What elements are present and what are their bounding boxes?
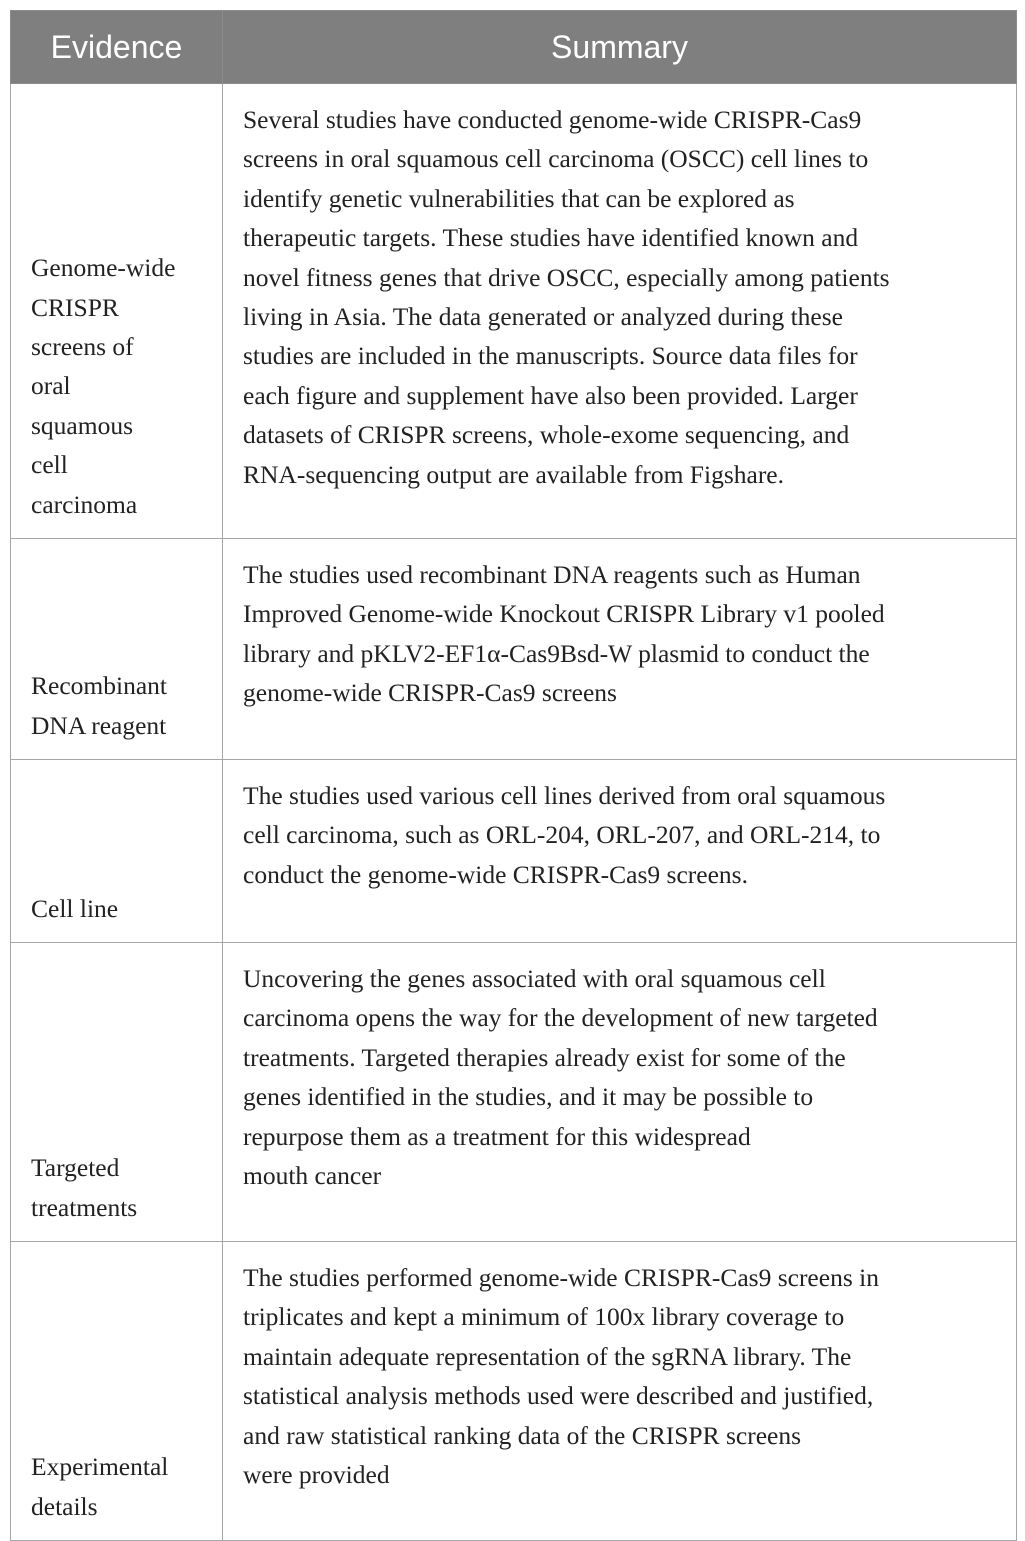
summary-line: datasets of CRISPR screens, whole-exome sequencing, and [243,420,850,450]
evidence-line: CRISPR [31,292,119,322]
table-row [11,539,1017,760]
summary-line: Several studies have conducted genome-wide CRISPR-Cas9 [243,105,862,134]
evidence-cell [11,760,223,943]
evidence-line: Experimental [31,1452,169,1482]
evidence-cell [11,84,223,539]
evidence-line: carcinoma [31,489,138,519]
evidence-line: screens of [31,331,134,361]
summary-line: repurpose them as a treatment for this widespread [243,1121,751,1151]
summary-line: living in Asia. The data generated or analyzed during these [243,302,843,332]
evidence-cell [11,1242,223,1541]
table-row [11,760,1017,943]
summary-line: therapeutic targets. These studies have identified known and [243,223,859,253]
summary-line: genes identified in the studies, and it may be possible to [243,1082,814,1112]
evidence-line: Targeted [31,1153,120,1183]
summary-cell [223,1242,1017,1541]
evidence-line: Recombinant [31,671,167,701]
summary-line: studies are included in the manuscripts. Source data files for [243,341,858,371]
summary-line: maintain adequate representation of the sgRNA library. The [243,1341,852,1371]
evidence-line: Genome-wide [31,253,176,283]
summary-line: triplicates and kept a minimum of 100x library coverage to [243,1302,845,1332]
evidence-line: details [31,1491,98,1521]
summary-line: and raw statistical ranking data of the CRISPR screens [243,1420,802,1450]
summary-line: genome-wide CRISPR-Cas9 screens [243,678,617,708]
summary-line: Uncovering the genes associated with oral squamous cell [243,964,826,993]
table-row [11,84,1017,539]
summary-cell [223,539,1017,760]
summary-line: cell carcinoma, such as ORL-204, ORL-207, and ORL-214, to [243,820,881,850]
summary-line: carcinoma opens the way for the development of new targeted [243,1003,878,1033]
header-row [11,11,1017,84]
summary-line: each figure and supplement have also been provided. Larger [243,380,858,410]
summary-line: RNA-sequencing output are available from Figshare. [243,459,785,489]
summary-line: library and pKLV2-EF1α-Cas9Bsd-W plasmid to conduct the [243,638,870,668]
evidence-cell [11,943,223,1242]
header-evidence: Evidence [11,11,223,84]
evidence-line: treatments [31,1192,138,1222]
header-summary: Summary [223,11,1017,84]
table-row [11,943,1017,1242]
summary-line: statistical analysis methods used were described and justified, [243,1381,874,1411]
summary-line: conduct the genome-wide CRISPR-Cas9 screens. [243,859,748,889]
summary-line: mouth cancer [243,1161,382,1191]
evidence-line: DNA reagent [31,710,167,740]
summary-cell [223,943,1017,1242]
evidence-line: oral [31,371,71,401]
summary-line: identify genetic vulnerabilities that can be explored as [243,183,795,213]
evidence-line: Cell line [31,893,119,923]
evidence-line: cell [31,450,68,480]
evidence-cell [11,539,223,760]
summary-line: treatments. Targeted therapies already exist for some of the [243,1042,846,1072]
summary-line: The studies used recombinant DNA reagents such as Human [243,560,861,589]
summary-line: The studies used various cell lines derived from oral squamous [243,781,886,810]
table-row [11,1242,1017,1541]
summary-cell [223,84,1017,539]
evidence-summary-table [10,10,1017,1541]
summary-line: novel fitness genes that drive OSCC, especially among patients [243,262,890,292]
summary-line: were provided [243,1460,390,1490]
summary-line: screens in oral squamous cell carcinoma (OSCC) cell lines to [243,144,869,174]
summary-line: The studies performed genome-wide CRISPR-Cas9 screens in [243,1263,879,1292]
evidence-line: squamous [31,410,133,440]
summary-line: Improved Genome-wide Knockout CRISPR Library v1 pooled [243,599,885,629]
summary-cell [223,760,1017,943]
